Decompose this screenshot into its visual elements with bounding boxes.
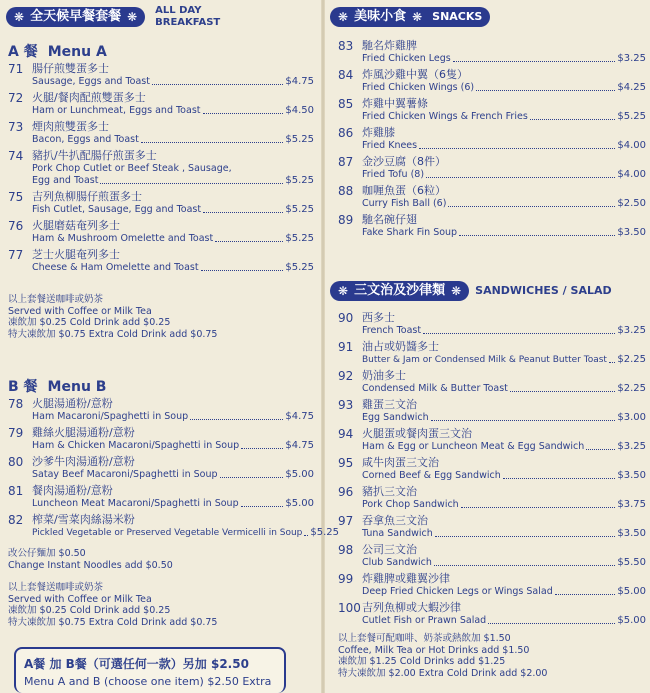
combo-zh: A餐 加 B餐（可選任何一款）另加 $2.50 [24, 657, 249, 671]
menu-item [330, 398, 650, 424]
leader-dots [453, 61, 616, 62]
item-number: 81 [8, 484, 24, 498]
item-number: 82 [8, 513, 24, 527]
menu-item [0, 455, 318, 481]
leader-dots [530, 119, 616, 120]
item-number: 73 [8, 120, 24, 134]
leader-dots [203, 212, 283, 213]
item-name-zh: 馳名碗仔翅 [362, 213, 417, 226]
menu-item [330, 155, 650, 181]
leader-dots [152, 84, 283, 85]
item-body [362, 369, 650, 395]
item-line [362, 441, 646, 453]
set-b-notes-drinks [8, 582, 318, 628]
item-name-en: Bacon, Eggs and Toast [32, 134, 139, 145]
item-name-en: Fake Shark Fin Soup [362, 227, 458, 238]
item-name-en: Egg Sandwich [362, 412, 429, 423]
item-line [32, 469, 314, 481]
menu-item [0, 484, 318, 510]
item-name-zh: 咸牛肉蛋三文治 [362, 456, 439, 469]
leader-dots [609, 362, 615, 363]
item-name-en: Corned Beef & Egg Sandwich [362, 470, 501, 481]
item-number: 88 [338, 184, 354, 198]
item-number: 86 [338, 126, 354, 140]
item-name-zh: 榨菜/雪菜肉絲湯米粉 [32, 513, 135, 526]
item-body [362, 126, 650, 152]
item-price: $3.75 [617, 499, 646, 510]
leader-dots [476, 90, 615, 91]
menu-item [0, 91, 318, 117]
note-line: 凍飲加 $1.25 Cold Drinks add $1.25 [338, 656, 506, 667]
item-name-zh: 腸仔煎雙蛋多士 [32, 62, 109, 75]
item-name-zh: 火腿/餐肉配煎雙蛋多士 [32, 91, 146, 104]
item-body [32, 62, 318, 88]
item-name-zh: 吉列魚柳或大蝦沙律 [362, 601, 461, 614]
snacks-column [330, 0, 650, 679]
note-line: Change Instant Noodles add $0.50 [8, 559, 173, 571]
item-name-zh: 炸雞膝 [362, 126, 395, 139]
item-line [362, 615, 646, 627]
item-name-en: Pork Chop Cutlet or Beef Steak , Sausage, [32, 163, 232, 174]
breakfast-banner-en [155, 5, 220, 29]
menu-item [330, 213, 650, 239]
leader-dots [220, 477, 284, 478]
menu-item [330, 340, 650, 366]
menu-item [0, 513, 340, 539]
item-line [362, 227, 646, 239]
star-icon: ❋ [338, 284, 349, 298]
sandwich-banner [330, 281, 469, 301]
leader-dots [434, 565, 615, 566]
sandwich-header [330, 277, 650, 305]
item-name-en: Butter & Jam or Condensed Milk & Peanut Butter Toast [362, 355, 607, 365]
item-number: 80 [8, 455, 24, 469]
item-price: $3.50 [617, 528, 646, 539]
item-body [362, 39, 650, 65]
star-icon: ❋ [127, 10, 138, 24]
menu-item [0, 149, 318, 187]
item-price: $2.25 [617, 354, 646, 365]
item-number: 94 [338, 427, 354, 441]
item-line [32, 233, 314, 245]
note-line: 特大凍飲加 $0.75 Extra Cold Drink add $0.75 [8, 616, 218, 628]
item-price: $5.00 [617, 615, 646, 626]
star-icon: ❋ [451, 284, 462, 298]
item-body [362, 601, 650, 627]
set-a-zh: A 餐 [8, 44, 38, 60]
item-name-en: Fried Tofu (8) [362, 169, 425, 180]
star-icon: ❋ [338, 10, 349, 24]
item-line [32, 527, 339, 539]
leader-dots [141, 142, 284, 143]
item-body [32, 397, 318, 423]
item-line [362, 53, 646, 65]
set-b-list [0, 397, 340, 539]
item-name-en: Ham & Egg or Luncheon Meat & Egg Sandwich [362, 441, 585, 452]
item-body [32, 513, 343, 539]
item-name-en: Ham Macaroni/Spaghetti in Soup [32, 411, 189, 422]
leader-dots [304, 535, 308, 536]
note-line: Served with Coffee or Milk Tea [8, 593, 152, 605]
menu-item [330, 311, 650, 337]
item-price: $3.25 [617, 325, 646, 336]
item-number: 92 [338, 369, 354, 383]
item-name-en: Fried Knees [362, 140, 418, 151]
item-body [362, 398, 650, 424]
leader-dots [423, 333, 615, 334]
leader-dots [190, 419, 283, 420]
item-name-en: Luncheon Meat Macaroni/Spaghetti in Soup [32, 498, 239, 509]
banner-en-line: ALL DAY [155, 5, 202, 16]
menu-item [330, 514, 650, 540]
item-name-zh: 奶油多士 [362, 369, 406, 382]
item-name-en: French Toast [362, 325, 422, 336]
snacks-banner-title: 美味小食 [354, 9, 407, 24]
item-line [362, 586, 646, 598]
item-price: $5.00 [617, 586, 646, 597]
leader-dots [503, 478, 616, 479]
note-line: 凍飲加 $0.25 Cold Drink add $0.25 [8, 605, 171, 616]
item-number: 71 [8, 62, 24, 76]
item-number: 77 [8, 248, 24, 262]
item-line [362, 325, 646, 337]
menu-item [0, 426, 318, 452]
menu-item [330, 39, 650, 65]
item-body [362, 456, 650, 482]
item-price: $5.25 [310, 527, 340, 538]
item-name-en: Fish Cutlet, Sausage, Egg and Toast [32, 204, 202, 215]
leader-dots [426, 177, 615, 178]
item-body [32, 91, 318, 117]
snacks-header [330, 3, 650, 31]
item-body [362, 572, 650, 598]
item-name-en: Pork Chop Sandwich [362, 499, 459, 510]
leader-dots [100, 183, 283, 184]
menu-item [330, 184, 650, 210]
note-line: 以上套餐可配咖啡、奶茶或熱飲加 $1.50 [338, 633, 511, 644]
item-price: $3.50 [617, 470, 646, 481]
item-price: $5.00 [285, 469, 314, 480]
item-number: 84 [338, 68, 354, 82]
item-name-zh: 煙肉煎雙蛋多士 [32, 120, 109, 133]
item-number: 91 [338, 340, 354, 354]
item-name-en: Ham or Lunchmeat, Eggs and Toast [32, 105, 201, 116]
menu-item [330, 68, 650, 94]
item-name-zh: 芝士火腿奄列多士 [32, 248, 120, 261]
menu-item [330, 126, 650, 152]
item-body [32, 455, 318, 481]
item-line [362, 169, 646, 181]
item-name-en: Deep Fried Chicken Legs or Wings Salad [362, 586, 553, 597]
item-name-en: Condensed Milk & Butter Toast [362, 383, 508, 394]
item-body [32, 190, 318, 216]
item-price: $4.00 [617, 140, 646, 151]
item-body [362, 514, 650, 540]
item-price: $2.50 [617, 198, 646, 209]
item-name-en: Cheese & Ham Omelette and Toast [32, 262, 199, 273]
item-body [362, 155, 650, 181]
item-price: $5.50 [617, 557, 646, 568]
item-number: 95 [338, 456, 354, 470]
menu-item [0, 120, 318, 146]
item-name-zh: 餐肉湯通粉/意粉 [32, 484, 113, 497]
item-number: 74 [8, 149, 24, 163]
star-icon: ❋ [412, 10, 423, 24]
item-line [362, 140, 646, 152]
item-line [362, 111, 646, 123]
item-name-zh: 吉列魚柳腸仔煎蛋多士 [32, 190, 142, 203]
item-price: $4.00 [617, 169, 646, 180]
item-name-en: Fried Chicken Wings & French Fries [362, 111, 528, 122]
menu-item [330, 572, 650, 598]
item-line [362, 499, 646, 511]
leader-dots [203, 113, 284, 114]
item-number: 79 [8, 426, 24, 440]
leader-dots [510, 391, 615, 392]
item-name-en: Tuna Sandwich [362, 528, 433, 539]
set-a-notes [8, 294, 318, 340]
star-icon: ❋ [14, 10, 25, 24]
breakfast-banner [6, 7, 145, 27]
item-name-en: Club Sandwich [362, 557, 432, 568]
banner-en-line: BREAKFAST [155, 17, 221, 28]
item-body [32, 120, 318, 146]
leader-dots [201, 270, 284, 271]
item-name-zh: 火腿蛋或餐肉蛋三文治 [362, 427, 472, 440]
item-price: $5.25 [285, 134, 314, 145]
menu-item [330, 485, 650, 511]
sandwich-banner-en: SANDWICHES / SALAD [475, 284, 612, 297]
item-price: $4.50 [285, 105, 314, 116]
item-line [32, 105, 314, 117]
item-body [362, 543, 650, 569]
item-name-zh: 雞蛋三文治 [362, 398, 417, 411]
leader-dots [586, 449, 615, 450]
sandwich-list [330, 311, 650, 627]
item-line [32, 440, 314, 452]
item-line [362, 470, 646, 482]
set-b-zh: B 餐 [8, 379, 38, 395]
item-number: 90 [338, 311, 354, 325]
item-name-en: Curry Fish Ball (6) [362, 198, 447, 209]
item-line [362, 557, 646, 569]
item-name-en: Sausage, Eggs and Toast [32, 76, 150, 87]
item-line [32, 262, 314, 274]
item-name-zh: 火腿湯通粉/意粉 [32, 397, 113, 410]
note-line: 凍飲加 $0.25 Cold Drink add $0.25 [8, 317, 171, 328]
item-name-en: Ham & Mushroom Omelette and Toast [32, 233, 214, 244]
item-name-zh: 馳名炸雞脾 [362, 39, 417, 52]
item-name-en: Ham & Chicken Macaroni/Spaghetti in Soup [32, 440, 240, 451]
item-name-zh: 火腿磨菇奄列多士 [32, 219, 120, 232]
item-name-en: Pickled Vegetable or Preserved Vegetable Vermicelli in Soup [32, 528, 303, 538]
item-line [32, 498, 314, 510]
item-body [362, 340, 650, 366]
item-price: $4.75 [285, 411, 314, 422]
item-body [362, 485, 650, 511]
item-number: 72 [8, 91, 24, 105]
item-name-zh: 炸雞中翼薯條 [362, 97, 428, 110]
item-price: $5.25 [285, 233, 314, 244]
combo-en: Menu A and B (choose one item) $2.50 Extra [24, 675, 272, 688]
item-name-zh: 豬扒/牛扒配腸仔煎蛋多士 [32, 149, 157, 162]
item-price: $5.25 [285, 175, 314, 186]
note-line: 以上套餐送咖啡或奶茶 [8, 294, 104, 305]
leader-dots [555, 594, 616, 595]
breakfast-header [6, 3, 318, 31]
item-line [362, 82, 646, 94]
item-number: 75 [8, 190, 24, 204]
item-line [32, 76, 314, 88]
snacks-banner [330, 7, 490, 27]
item-price: $3.25 [617, 441, 646, 452]
item-number: 78 [8, 397, 24, 411]
menu-item [0, 190, 318, 216]
item-number: 89 [338, 213, 354, 227]
note-line: 改公仔麵加 $0.50 [8, 548, 86, 559]
item-number: 85 [338, 97, 354, 111]
leader-dots [435, 536, 616, 537]
item-body [362, 213, 650, 239]
item-name-en: Satay Beef Macaroni/Spaghetti in Soup [32, 469, 218, 480]
item-price: $4.75 [285, 440, 314, 451]
item-price: $4.25 [617, 82, 646, 93]
item-body [362, 68, 650, 94]
set-b-title [8, 377, 318, 397]
leader-dots [241, 506, 284, 507]
menu-item [330, 369, 650, 395]
item-price: $5.00 [285, 498, 314, 509]
set-a-en: Menu A [47, 44, 107, 60]
set-b-en: Menu B [47, 379, 107, 395]
item-price: $3.25 [617, 53, 646, 64]
item-name-en: Fried Chicken Legs [362, 53, 451, 64]
item-name-zh: 沙爹牛肉湯通粉/意粉 [32, 455, 135, 468]
leader-dots [488, 623, 615, 624]
set-a-title [8, 42, 318, 62]
item-price: $3.50 [617, 227, 646, 238]
item-name-zh: 公司三文治 [362, 543, 417, 556]
item-name-zh: 雞絲火腿湯通粉/意粉 [32, 426, 135, 439]
item-line [32, 175, 314, 187]
item-line [362, 198, 646, 210]
item-body [362, 427, 650, 453]
item-name-en: Fried Chicken Wings (6) [362, 82, 475, 93]
item-body [362, 97, 650, 123]
item-number: 99 [338, 572, 354, 586]
menu-item [330, 456, 650, 482]
leader-dots [215, 241, 283, 242]
snacks-list [330, 39, 650, 239]
page-fold [321, 0, 325, 693]
item-price: $3.00 [617, 412, 646, 423]
leader-dots [419, 148, 615, 149]
item-line [32, 134, 314, 146]
item-price: $2.25 [617, 383, 646, 394]
item-number: 93 [338, 398, 354, 412]
menu-item [0, 248, 318, 274]
item-body [32, 248, 318, 274]
item-price: $5.25 [617, 111, 646, 122]
item-line [362, 354, 646, 366]
menu-item [330, 427, 650, 453]
sandwich-banner-title: 三文治及沙律類 [354, 283, 446, 298]
item-number: 83 [338, 39, 354, 53]
item-body [362, 184, 650, 210]
item-name-zh: 炸雞脾或雞翼沙律 [362, 572, 450, 585]
item-number: 98 [338, 543, 354, 557]
item-name-zh: 炸風沙雞中翼（6隻） [362, 68, 468, 81]
note-line: 特大凍飲加 $2.00 Extra Cold Drink add $2.00 [338, 667, 548, 679]
note-line: 特大凍飲加 $0.75 Extra Cold Drink add $0.75 [8, 328, 218, 340]
item-body [32, 484, 318, 510]
note-line: Served with Coffee or Milk Tea [8, 305, 152, 317]
menu-item [330, 601, 650, 627]
item-line [32, 204, 314, 216]
item-name-zh: 咖喱魚蛋（6粒） [362, 184, 446, 197]
item-price: $4.75 [285, 76, 314, 87]
sandwich-notes [338, 633, 650, 679]
leader-dots [448, 206, 615, 207]
item-body [32, 219, 318, 245]
item-name-en-cont: Egg and Toast [32, 175, 99, 186]
item-line [362, 412, 646, 424]
leader-dots [241, 448, 283, 449]
combo-box [14, 647, 286, 693]
item-number: 76 [8, 219, 24, 233]
menu-item [0, 219, 318, 245]
item-price: $5.25 [285, 204, 314, 215]
breakfast-banner-title: 全天候早餐套餐 [30, 9, 122, 24]
item-name-zh: 西多士 [362, 311, 395, 324]
note-line: Coffee, Milk Tea or Hot Drinks add $1.50 [338, 644, 530, 656]
item-number: 97 [338, 514, 354, 528]
leader-dots [431, 420, 616, 421]
item-name-zh: 金沙豆腐（8件） [362, 155, 446, 168]
set-b-notes-noodles [8, 548, 318, 571]
item-name-zh: 吞拿魚三文治 [362, 514, 428, 527]
menu-item [0, 62, 318, 88]
set-a-list [0, 62, 318, 274]
menu-item [330, 543, 650, 569]
item-body [362, 311, 650, 337]
item-body [32, 149, 318, 187]
item-body [32, 426, 318, 452]
item-name-zh: 油占或奶醬多士 [362, 340, 439, 353]
breakfast-column [0, 0, 340, 628]
menu-item [330, 97, 650, 123]
item-price: $5.25 [285, 262, 314, 273]
snacks-banner-en: SNACKS [432, 10, 483, 23]
item-number: 96 [338, 485, 354, 499]
menu-item [0, 397, 318, 423]
item-name-en: Cutlet Fish or Prawn Salad [362, 615, 487, 626]
item-number: 87 [338, 155, 354, 169]
item-name-zh: 豬扒三文治 [362, 485, 417, 498]
note-line: 以上套餐送咖啡或奶茶 [8, 582, 104, 593]
leader-dots [461, 507, 616, 508]
leader-dots [459, 235, 615, 236]
item-line [32, 411, 314, 423]
item-line [362, 383, 646, 395]
item-line [362, 528, 646, 540]
item-number: 100 [338, 601, 361, 615]
